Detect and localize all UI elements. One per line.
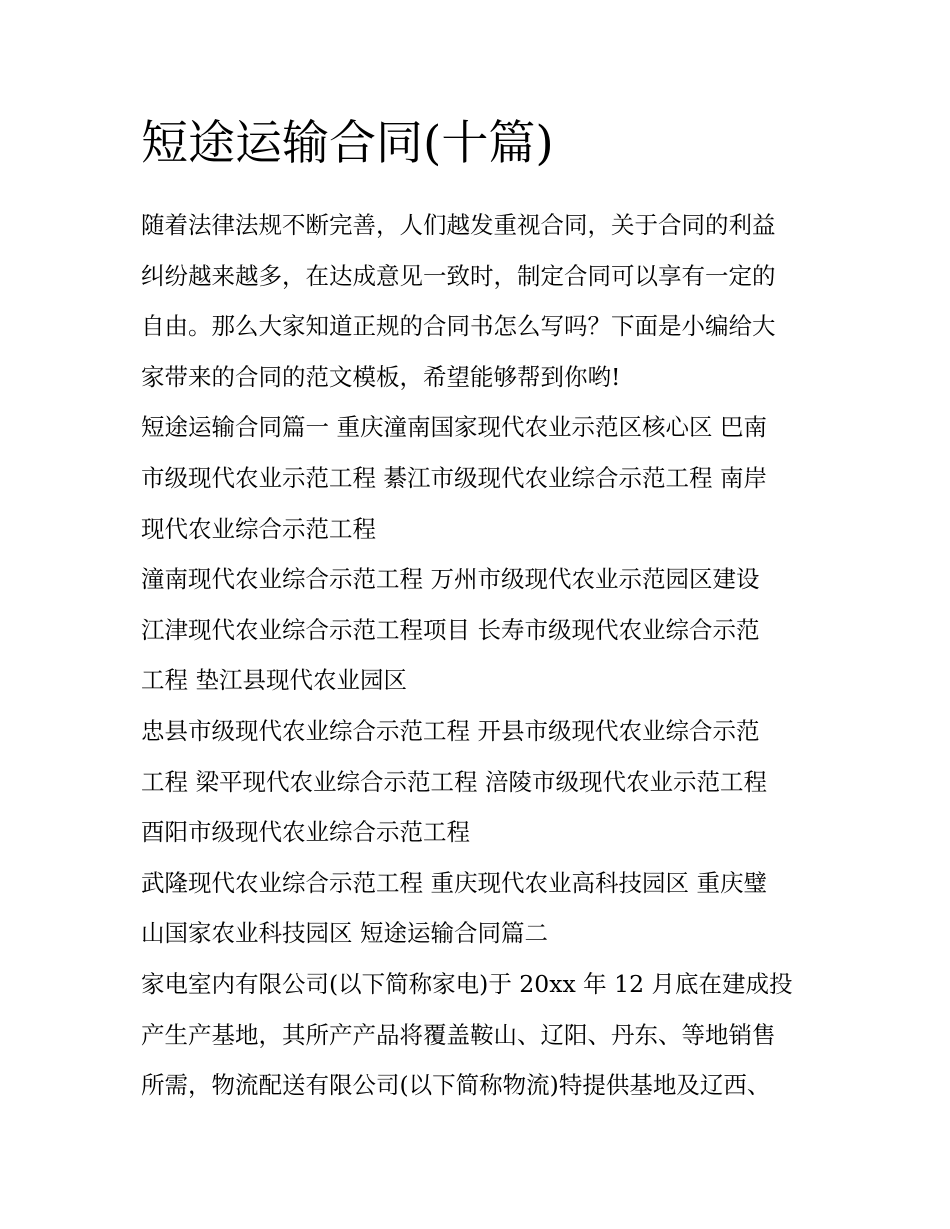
text-line: 江津现代农业综合示范工程项目 长寿市级现代农业综合示范: [141, 615, 760, 644]
text-line: 山国家农业科技园区 短途运输合同篇二: [141, 919, 548, 948]
text-line: 产生产基地，其所产产品将覆盖鞍山、辽阳、丹东、等地销售: [141, 1020, 776, 1049]
text-line: 纠纷越来越多，在达成意见一致时，制定合同可以享有一定的: [141, 261, 776, 290]
text-line: 短途运输合同篇一 重庆潼南国家现代农业示范区核心区 巴南: [141, 413, 767, 442]
text-line: 自由。那么大家知道正规的合同书怎么写吗？下面是小编给大: [141, 312, 776, 341]
text-line: 随着法律法规不断完善，人们越发重视合同，关于合同的利益: [141, 211, 776, 239]
text-line: 家带来的合同的范文模板，希望能够帮到你哟!: [141, 362, 621, 391]
paragraph: [141, 554, 821, 706]
paragraph: [141, 706, 821, 858]
text-line: 市级现代农业示范工程 綦江市级现代农业综合示范工程 南岸: [141, 463, 767, 492]
text-line: 现代农业综合示范工程: [141, 514, 376, 543]
document-body: [141, 200, 821, 1111]
paragraph: [141, 200, 821, 402]
paragraph: [141, 402, 821, 554]
text-line: 工程 梁平现代农业综合示范工程 涪陵市级现代农业示范工程: [141, 767, 767, 796]
text-line: 武隆现代农业综合示范工程 重庆现代农业高科技园区 重庆璧: [141, 868, 767, 897]
text-line: 忠县市级现代农业综合示范工程 开县市级现代农业综合示范: [141, 716, 760, 745]
text-line: 工程 垫江县现代农业园区: [141, 666, 407, 695]
document-title: 短途运输合同(十篇): [141, 116, 554, 171]
text-line: 家电室内有限公司(以下简称家电)于 20xx 年 12 月底在建成投: [141, 969, 793, 998]
paragraph: [141, 858, 821, 959]
text-line: 所需，物流配送有限公司(以下简称物流)特提供基地及辽西、: [141, 1071, 771, 1100]
text-line: 酉阳市级现代农业综合示范工程: [141, 818, 470, 847]
text-line: 潼南现代农业综合示范工程 万州市级现代农业示范园区建设: [141, 565, 760, 594]
paragraph: [141, 959, 821, 1111]
